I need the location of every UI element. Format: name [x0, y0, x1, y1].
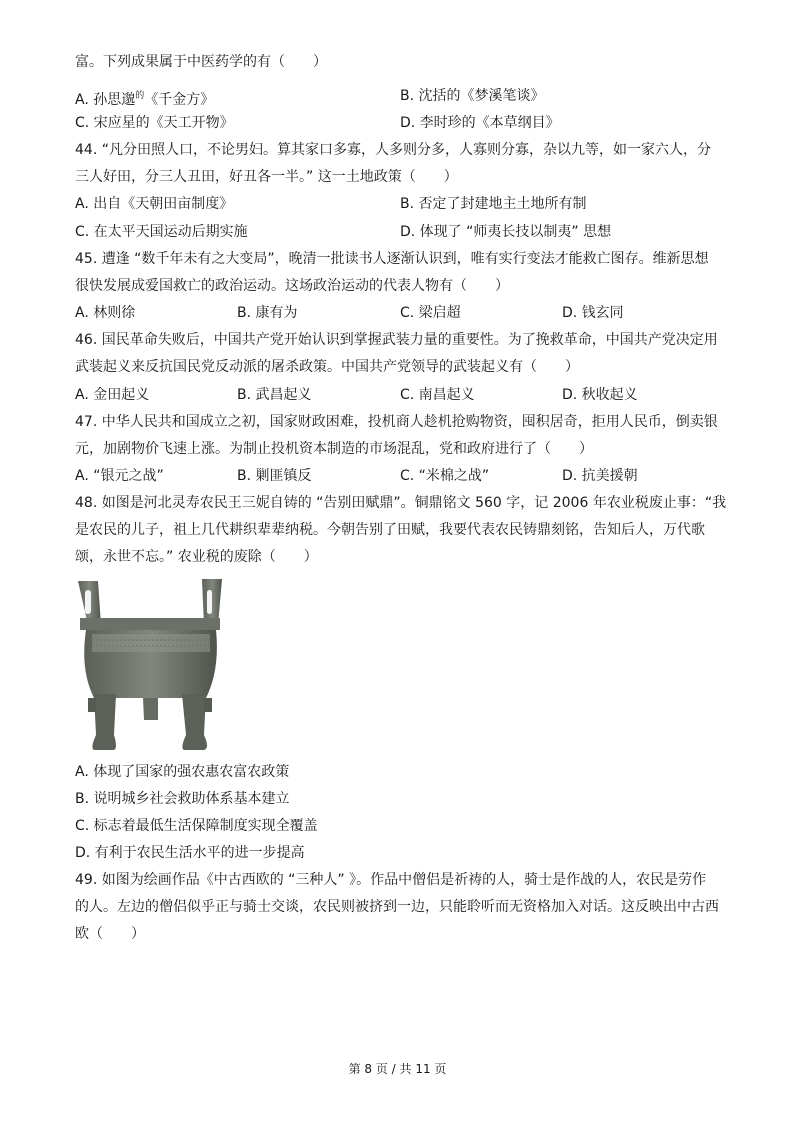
option-a — [75, 87, 214, 109]
option-a: A. 林则徐 — [75, 305, 136, 321]
question-stem-line: 44. “凡分田照人口，不论男妇。算其家口多寡，人多则分多，人寡则分寡，杂以九等，如一家六人，分 — [75, 142, 711, 158]
option-d: D. 李时珍的《本草纲目》 — [400, 115, 560, 131]
question-stem-line: 很快发展成爱国救亡的政治运动。这场政治运动的代表人物有（ ） — [75, 278, 509, 294]
question-stem-line: 武装起义来反抗国民党反动派的屠杀政策。中国共产党领导的武装起义有（ ） — [75, 359, 579, 375]
page-footer: 第 8 页 / 共 11 页 — [348, 1062, 447, 1076]
option-a: A. 体现了国家的强农惠农富农政策 — [75, 764, 290, 780]
option-d: D. 体现了 “师夷长技以制夷” 思想 — [400, 224, 612, 240]
option-a: A. 金田起义 — [75, 387, 150, 403]
question-stem-line: 48. 如图是河北灵寿农民王三妮自铸的 “告别田赋鼎”。铜鼎铭文 560 字，记 2006 年农业税废止事：“我 — [75, 495, 727, 511]
question-stem-line: 的人。左边的僧侣似乎正与骑士交谈，农民则被挤到一边，只能聆听而无资格加入对话。这反映出中古西 — [75, 899, 719, 915]
option-d: D. 有利于农民生活水平的进一步提高 — [75, 845, 305, 861]
option-text: A. 孙思邈 — [75, 92, 136, 108]
option-c: C. 标志着最低生活保障制度实现全覆盖 — [75, 818, 318, 834]
option-d: D. 钱玄同 — [562, 305, 624, 321]
superscript: 的 — [135, 91, 145, 101]
option-c: C. 南昌起义 — [400, 387, 475, 403]
option-b: B. 康有为 — [237, 305, 298, 321]
option-c: C. 在太平天国运动后期实施 — [75, 224, 248, 240]
option-text: 《千金方》 — [144, 92, 215, 108]
question-stem-line: 47. 中华人民共和国成立之初，国家财政困难，投机商人趁机抢购物资，囤积居奇，拒用人民币，倒卖银 — [75, 414, 718, 430]
option-a: A. “银元之战” — [75, 468, 164, 484]
option-c: C. 宋应星的《天工开物》 — [75, 115, 234, 131]
question-stem-line: 颂，永世不忘。” 农业税的废除（ ） — [75, 549, 318, 565]
option-d: D. 抗美援朝 — [562, 468, 638, 484]
option-a: A. 出自《天朝田亩制度》 — [75, 196, 234, 212]
option-b: B. 否定了封建地主土地所有制 — [400, 196, 587, 212]
question-stem-line: 49. 如图为绘画作品《中古西欧的 “三种人” 》。作品中僧侣是祈祷的人，骑士是作战的人，农民是劳作 — [75, 872, 707, 888]
question-stem-line: 45. 遭逢 “数千年未有之大变局”，晚清一批读书人逐渐认识到，唯有实行变法才能救亡图存。维新思想 — [75, 251, 709, 267]
option-b: B. 沈括的《梦溪笔谈》 — [400, 88, 545, 104]
option-b: B. 武昌起义 — [237, 387, 312, 403]
question-stem-line: 三人好田，分三人丑田，好丑各一半。” 这一土地政策（ ） — [75, 169, 458, 185]
option-b: B. 说明城乡社会救助体系基本建立 — [75, 791, 290, 807]
option-b: B. 剿匪镇反 — [237, 468, 312, 484]
option-c: C. “米棉之战” — [400, 468, 490, 484]
bronze-ding-image — [70, 570, 230, 760]
question-stem-line: 元，加剧物价飞速上涨。为制止投机资本制造的市场混乱，党和政府进行了（ ） — [75, 441, 593, 457]
question-43-stem: 富。下列成果属于中医药学的有（ ） — [75, 54, 327, 70]
option-c: C. 梁启超 — [400, 305, 461, 321]
question-stem-line: 是农民的儿子，祖上几代耕织辈辈纳税。今朝告别了田赋，我要代表农民铸鼎刻铭，告知后人，万代歌 — [75, 522, 705, 538]
question-stem-line: 46. 国民革命失败后，中国共产党开始认识到掌握武装力量的重要性。为了挽救革命，中国共产党决定用 — [75, 332, 718, 348]
option-d: D. 秋收起义 — [562, 387, 638, 403]
question-stem-line: 欧（ ） — [75, 926, 145, 942]
